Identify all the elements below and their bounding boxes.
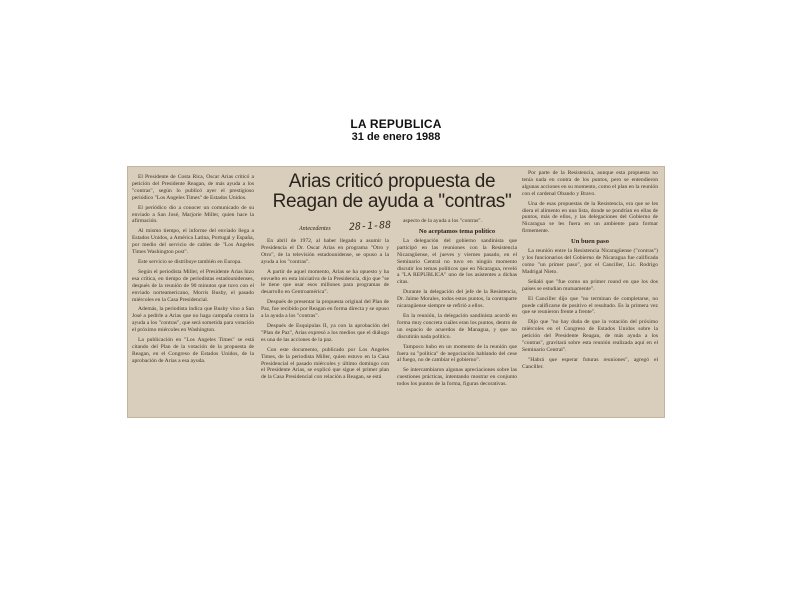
paragraph: Durante la delegación del jefe de la Resistencia, Dr. Jaime Morales, todos estos puntos, la contraparte nicaragüense siempre se refirió a ellos.	[397, 289, 517, 310]
paragraph: Además, la periodista indica que Busby vino a San José a pedirle a Arias que no haga campaña contra la ayuda a los "contras", que será sometida para votación el próximo miércoles en Washington.	[132, 306, 254, 334]
paragraph: Este servicio se distribuye también en Europa.	[138, 258, 242, 265]
paragraph: Según el periodista Miller, el Presidente Arias hizo esa crítica, en tiempo de periodistas estadounidenses, después de la reunión de 90 minutos que tuvo con el enviado norteamericano, Morris Busby, el pasado miércoles en la Casa Presidencial.	[132, 268, 254, 303]
paragraph: Por parte de la Resistencia, aunque esta propuesta no tenía nada en contra de los puntos, pero se entendieron algunas acciones en su momento, como el plan en la reunión con el cardenal Obando y Bravo.	[522, 170, 658, 197]
paragraph: Con este documento, publicado por Los Angeles Times, de la periodista Miller, quien estuvo en la Casa Presidencial el pasado miércoles y último domingo con el Presidente Arias, se explicó que sigue el primer plan de la Casa Presidencial con relación a Reagan, se está	[261, 346, 389, 381]
paragraph: Señaló que "fue como un primer round en que los dos países se estudian mutuamente".	[522, 278, 658, 292]
article-column-3	[397, 218, 517, 412]
newspaper-clipping	[127, 166, 665, 418]
paragraph: La publicación en "Los Angeles Times" se está citando del Plan de la votación de la propuesta de Reagan, en el Congreso de Estados Unidos, de la aprobación de Arias a esa ayuda.	[132, 337, 254, 364]
paragraph: "Habrá que esperar futuras reuniones", agregó el Canciller.	[522, 356, 658, 370]
article-column-2	[261, 238, 389, 412]
publication-date: 31 de enero 1988	[351, 131, 441, 143]
paragraph: Dijo que "no hay duda de que la votación del próximo miércoles en el Congreso de Estados Unidos sobre la petición del Presidente Reagan, de más ayuda a los "contras", gravitará sobre esta reunión realizada aquí en el Seminario Central".	[522, 319, 658, 353]
newspaper-name: LA REPUBLICA	[350, 117, 442, 131]
handwritten-date: 28-1-88	[348, 219, 392, 234]
paragraph: La reunión entre la Resistencia Nicaragüense ("contras") y los funcionarios del Gobierno de Nicaragua fue calificada como "un primer paso", por el Canciller, Lic. Rodrigo Madrigal Nieto.	[522, 248, 658, 275]
paragraph: Tampoco hubo en un momento de la reunión que fuera su "política" de negociación hablando del cese al fuego, no de cambiar el gobierno".	[397, 343, 517, 364]
paragraph: La delegación del gobierno sandinista que participó en las reuniones con la Resistencia Nicaragüense, el jueves y viernes pasado, en el Seminario Central no tuvo en ningún momento discutir los temas políticos que en Nicaragua, reveló a "LA REPUBLICA" uno de los asistentes a dichas citas.	[397, 237, 517, 286]
paragraph: El Presidente de Costa Rica, Oscar Arias criticó a petición del Presidente Reagan, de más ayuda a los "contras", según lo publicó ayer el prestigioso periódico "Los Angeles Times" de Estados Unidos.	[132, 174, 254, 201]
paragraph: En la reunión, la delegación sandinista acordó en forma muy concreta cuáles eran los puntos, dentro de un espacio de acuerdos de Managua, y que no discutirán nada político.	[397, 312, 517, 340]
paragraph: Se intercambiaron algunas apreciaciones sobre las cuestiones prácticas, intentando mostrar en conjunto todos los puntos de la forma, figuras decorativas.	[397, 367, 517, 388]
article-headline: Arias criticó propuesta de Reagan de ayuda a "contras"	[272, 171, 512, 212]
article-column-1	[132, 174, 254, 412]
paragraph: A partir de aquel momento, Arias se ha opuesto y ha envuelto en esta iniciativa de la Presidencia, dijo que "se le tiene que usar esos millones para programas de desarrollo en Centroamérica".	[261, 268, 389, 296]
paragraph: El Canciller dijo que "no terminan de completarse, no puede calificarse de positivo el resultado. Es la primera vez que se reunieron frente a frente".	[522, 295, 658, 316]
paragraph: Una de esas propuestas de la Resistencia, era que se les diera el alimento en una lista, donde se pondrían en ellas de puntos, más de ellos, y las delegaciones del Gobierno de Nicaragua se les fuera en un ambiente para formar firmemente.	[522, 200, 658, 235]
subheading: No aceptamos tema político	[418, 227, 496, 235]
paragraph: aspecto de la ayuda a los "contras".	[403, 218, 482, 224]
paragraph: Después de presentar la propuesta original del Plan de Paz, fue recibido por Reagan en forma directa y se opuso a la ayuda a los "contras".	[261, 299, 389, 320]
article-byline: Antecedentes	[299, 226, 331, 232]
subheading: Un buen paso	[571, 238, 609, 246]
article-column-4	[522, 170, 658, 412]
paragraph: Después de Esquipulas II, ya con la aprobación del "Plan de Paz", Arias expresó a los medios que el diálogo es una de las acciones de la paz.	[261, 322, 389, 343]
paragraph: En abril de 1972, al haber llegado a asumir la Presidencia el Dr. Oscar Arias en programa "Otro y Otro", de la televisión estadounidense, se opuso a la ayuda a los "contras".	[261, 238, 389, 265]
paragraph: Al mismo tiempo, el informe del enviado llega a Estados Unidos, a América Latina, Portugal y España, por medio del servicio de cables de "Los Angeles Times Washington post".	[132, 228, 254, 256]
paragraph: El periódico dio a conocer un comunicado de su enviado a San José, Marjorie Miller, quien hace la afirmación.	[132, 204, 254, 225]
